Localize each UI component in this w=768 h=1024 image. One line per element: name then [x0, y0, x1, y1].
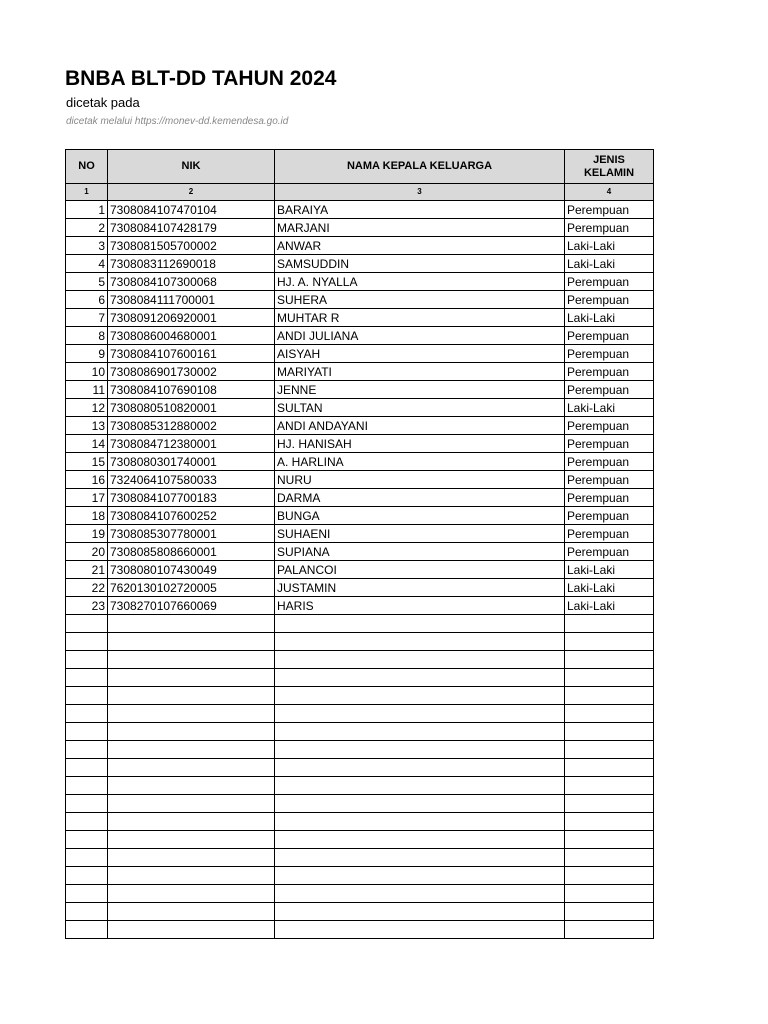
table-row	[66, 579, 654, 597]
name-cell: PALANCOI	[275, 561, 565, 579]
name-cell	[275, 867, 565, 885]
row-number	[66, 867, 108, 885]
nik-cell	[108, 831, 275, 849]
row-number: 1	[66, 201, 108, 219]
table-row	[66, 633, 654, 651]
nik-cell: 7308084107600252	[108, 507, 275, 525]
gender-cell	[565, 903, 654, 921]
row-number: 13	[66, 417, 108, 435]
nik-cell: 7308086901730002	[108, 363, 275, 381]
name-cell: ANDI JULIANA	[275, 327, 565, 345]
row-number: 4	[66, 255, 108, 273]
nik-cell	[108, 903, 275, 921]
gender-cell	[565, 741, 654, 759]
row-number	[66, 741, 108, 759]
row-number: 11	[66, 381, 108, 399]
table-row	[66, 849, 654, 867]
name-cell	[275, 921, 565, 939]
gender-cell: Perempuan	[565, 543, 654, 561]
gender-cell	[565, 831, 654, 849]
row-number	[66, 795, 108, 813]
table-row	[66, 417, 654, 435]
name-cell: BARAIYA	[275, 201, 565, 219]
name-cell	[275, 687, 565, 705]
column-number: 1	[66, 184, 108, 201]
nik-cell: 7308270107660069	[108, 597, 275, 615]
gender-cell: Perempuan	[565, 471, 654, 489]
name-cell: SAMSUDDIN	[275, 255, 565, 273]
table-row	[66, 489, 654, 507]
name-cell	[275, 741, 565, 759]
nik-cell: 7308080107430049	[108, 561, 275, 579]
gender-cell: Perempuan	[565, 327, 654, 345]
row-number: 20	[66, 543, 108, 561]
nik-cell: 7308085312880002	[108, 417, 275, 435]
row-number	[66, 903, 108, 921]
gender-cell	[565, 921, 654, 939]
table-row	[66, 219, 654, 237]
table-row	[66, 759, 654, 777]
row-number: 3	[66, 237, 108, 255]
gender-cell: Laki-Laki	[565, 579, 654, 597]
row-number	[66, 651, 108, 669]
nik-cell: 7308080510820001	[108, 399, 275, 417]
nik-cell	[108, 669, 275, 687]
gender-cell: Perempuan	[565, 345, 654, 363]
name-cell	[275, 885, 565, 903]
nik-cell: 7620130102720005	[108, 579, 275, 597]
row-number: 6	[66, 291, 108, 309]
nik-cell: 7308084107300068	[108, 273, 275, 291]
print-date-label: dicetak pada	[66, 95, 140, 110]
table-row	[66, 903, 654, 921]
table-row	[66, 291, 654, 309]
table-row	[66, 885, 654, 903]
table-row	[66, 615, 654, 633]
table-row	[66, 651, 654, 669]
table-row	[66, 921, 654, 939]
name-cell: A. HARLINA	[275, 453, 565, 471]
name-cell: MARJANI	[275, 219, 565, 237]
name-cell	[275, 903, 565, 921]
column-number-row	[66, 184, 654, 201]
row-number	[66, 813, 108, 831]
name-cell	[275, 831, 565, 849]
nik-cell: 7308086004680001	[108, 327, 275, 345]
header-gender: JENIS KELAMIN	[565, 150, 654, 184]
nik-cell: 7308084107690108	[108, 381, 275, 399]
nik-cell: 7308084107428179	[108, 219, 275, 237]
nik-cell: 7308091206920001	[108, 309, 275, 327]
source-note: dicetak melalui https://monev-dd.kemendesa.go.id	[66, 116, 289, 127]
table-row	[66, 399, 654, 417]
table-body	[66, 201, 654, 939]
nik-cell: 7308084712380001	[108, 435, 275, 453]
table-row	[66, 741, 654, 759]
name-cell	[275, 759, 565, 777]
table-row	[66, 687, 654, 705]
table-row	[66, 669, 654, 687]
nik-cell	[108, 849, 275, 867]
table-row	[66, 363, 654, 381]
gender-cell: Laki-Laki	[565, 561, 654, 579]
table-row	[66, 309, 654, 327]
name-cell: MARIYATI	[275, 363, 565, 381]
name-cell	[275, 795, 565, 813]
gender-cell	[565, 759, 654, 777]
row-number: 9	[66, 345, 108, 363]
table-row	[66, 561, 654, 579]
nik-cell: 7308083112690018	[108, 255, 275, 273]
table-row	[66, 723, 654, 741]
table-row	[66, 705, 654, 723]
table-row	[66, 327, 654, 345]
header-nik: NIK	[108, 150, 275, 184]
name-cell	[275, 849, 565, 867]
nik-cell: 7308084107470104	[108, 201, 275, 219]
table-row	[66, 507, 654, 525]
table-row	[66, 867, 654, 885]
name-cell	[275, 705, 565, 723]
column-number: 2	[108, 184, 275, 201]
row-number: 21	[66, 561, 108, 579]
gender-cell	[565, 633, 654, 651]
nik-cell: 7308084111700001	[108, 291, 275, 309]
name-cell: SUHERA	[275, 291, 565, 309]
row-number: 23	[66, 597, 108, 615]
row-number	[66, 849, 108, 867]
row-number: 18	[66, 507, 108, 525]
gender-cell	[565, 723, 654, 741]
gender-cell: Laki-Laki	[565, 399, 654, 417]
name-cell: SUPIANA	[275, 543, 565, 561]
name-cell	[275, 615, 565, 633]
name-cell: AISYAH	[275, 345, 565, 363]
gender-cell	[565, 885, 654, 903]
row-number: 16	[66, 471, 108, 489]
nik-cell	[108, 705, 275, 723]
name-cell	[275, 669, 565, 687]
table-row	[66, 471, 654, 489]
row-number: 2	[66, 219, 108, 237]
nik-cell	[108, 795, 275, 813]
name-cell: JUSTAMIN	[275, 579, 565, 597]
gender-cell	[565, 705, 654, 723]
gender-cell	[565, 669, 654, 687]
nik-cell	[108, 867, 275, 885]
header-name: NAMA KEPALA KELUARGA	[275, 150, 565, 184]
row-number: 7	[66, 309, 108, 327]
name-cell: HJ. HANISAH	[275, 435, 565, 453]
table-row	[66, 795, 654, 813]
name-cell	[275, 813, 565, 831]
row-number: 5	[66, 273, 108, 291]
name-cell: HARIS	[275, 597, 565, 615]
table-row	[66, 273, 654, 291]
row-number	[66, 921, 108, 939]
nik-cell	[108, 633, 275, 651]
gender-cell	[565, 615, 654, 633]
row-number: 19	[66, 525, 108, 543]
gender-cell: Perempuan	[565, 219, 654, 237]
nik-cell	[108, 759, 275, 777]
name-cell	[275, 651, 565, 669]
name-cell: DARMA	[275, 489, 565, 507]
gender-cell	[565, 795, 654, 813]
name-cell: SUHAENI	[275, 525, 565, 543]
row-number	[66, 615, 108, 633]
name-cell: NURU	[275, 471, 565, 489]
gender-cell: Laki-Laki	[565, 309, 654, 327]
name-cell: HJ. A. NYALLA	[275, 273, 565, 291]
header-row	[66, 150, 654, 184]
row-number	[66, 669, 108, 687]
row-number: 15	[66, 453, 108, 471]
row-number: 12	[66, 399, 108, 417]
row-number: 10	[66, 363, 108, 381]
row-number: 8	[66, 327, 108, 345]
row-number	[66, 723, 108, 741]
table-row	[66, 381, 654, 399]
gender-cell: Perempuan	[565, 525, 654, 543]
nik-cell: 7308085808660001	[108, 543, 275, 561]
gender-cell: Laki-Laki	[565, 255, 654, 273]
document-title: BNBA BLT-DD TAHUN 2024	[65, 67, 337, 90]
nik-cell	[108, 741, 275, 759]
name-cell	[275, 633, 565, 651]
table-row	[66, 255, 654, 273]
row-number	[66, 705, 108, 723]
name-cell: BUNGA	[275, 507, 565, 525]
gender-cell: Laki-Laki	[565, 597, 654, 615]
gender-cell: Perempuan	[565, 363, 654, 381]
row-number	[66, 633, 108, 651]
row-number: 14	[66, 435, 108, 453]
column-number: 4	[565, 184, 654, 201]
nik-cell	[108, 777, 275, 795]
name-cell: ANWAR	[275, 237, 565, 255]
gender-cell: Perempuan	[565, 291, 654, 309]
gender-cell: Perempuan	[565, 453, 654, 471]
gender-cell: Perempuan	[565, 417, 654, 435]
gender-cell: Perempuan	[565, 489, 654, 507]
table-row	[66, 345, 654, 363]
column-number: 3	[275, 184, 565, 201]
nik-cell	[108, 723, 275, 741]
gender-cell: Perempuan	[565, 435, 654, 453]
table-row	[66, 597, 654, 615]
row-number	[66, 777, 108, 795]
table-row	[66, 525, 654, 543]
header-no: NO	[66, 150, 108, 184]
gender-cell: Perempuan	[565, 273, 654, 291]
gender-cell: Perempuan	[565, 381, 654, 399]
beneficiary-table	[65, 149, 654, 939]
gender-cell	[565, 867, 654, 885]
table-row	[66, 435, 654, 453]
row-number	[66, 885, 108, 903]
name-cell: JENNE	[275, 381, 565, 399]
gender-cell: Perempuan	[565, 507, 654, 525]
nik-cell: 7308081505700002	[108, 237, 275, 255]
nik-cell: 7308085307780001	[108, 525, 275, 543]
row-number: 17	[66, 489, 108, 507]
nik-cell	[108, 813, 275, 831]
name-cell: ANDI ANDAYANI	[275, 417, 565, 435]
table-row	[66, 777, 654, 795]
nik-cell: 7308084107600161	[108, 345, 275, 363]
nik-cell: 7308084107700183	[108, 489, 275, 507]
gender-cell	[565, 813, 654, 831]
nik-cell	[108, 687, 275, 705]
nik-cell	[108, 885, 275, 903]
row-number	[66, 759, 108, 777]
gender-cell	[565, 687, 654, 705]
name-cell: MUHTAR R	[275, 309, 565, 327]
name-cell	[275, 777, 565, 795]
table-row	[66, 237, 654, 255]
gender-cell: Perempuan	[565, 201, 654, 219]
table-row	[66, 831, 654, 849]
row-number	[66, 831, 108, 849]
nik-cell: 7324064107580033	[108, 471, 275, 489]
nik-cell: 7308080301740001	[108, 453, 275, 471]
table-row	[66, 813, 654, 831]
row-number	[66, 687, 108, 705]
table-row	[66, 453, 654, 471]
gender-cell: Laki-Laki	[565, 237, 654, 255]
name-cell	[275, 723, 565, 741]
table-row	[66, 201, 654, 219]
gender-cell	[565, 849, 654, 867]
nik-cell	[108, 921, 275, 939]
nik-cell	[108, 651, 275, 669]
nik-cell	[108, 615, 275, 633]
name-cell: SULTAN	[275, 399, 565, 417]
gender-cell	[565, 777, 654, 795]
table-row	[66, 543, 654, 561]
gender-cell	[565, 651, 654, 669]
row-number: 22	[66, 579, 108, 597]
